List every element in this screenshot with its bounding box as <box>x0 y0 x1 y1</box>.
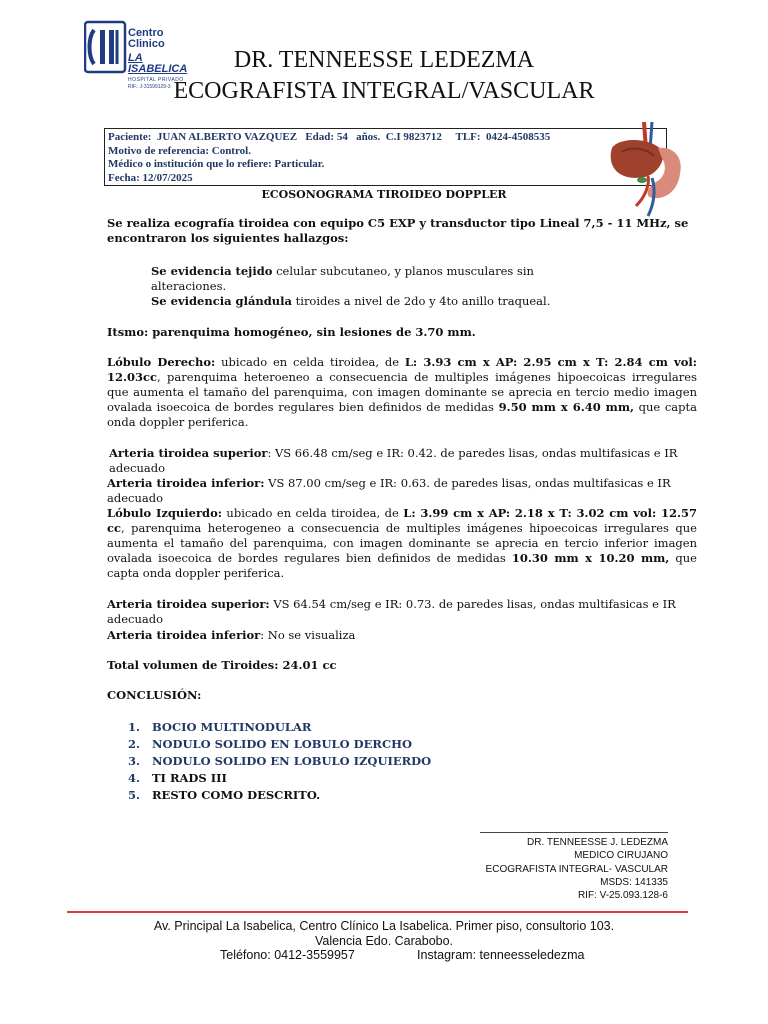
conclusion-text: TI RADS III <box>152 771 227 785</box>
signature-block <box>470 836 668 902</box>
conclusion-item <box>128 753 431 770</box>
lobulo-izquierdo-doppler: que capta onda doppler periferica. <box>107 551 697 580</box>
lobulo-derecho-measurements: L: 3.93 cm x AP: 2.95 cm x T: 2.84 cm vol: 12.03cc <box>107 355 697 384</box>
logo-line-2: LA ISABELICA <box>128 52 188 75</box>
conclusion-item <box>128 787 431 804</box>
signature-name: DR. TENNEESSE J. LEDEZMA <box>527 837 668 848</box>
arteria-superior-izquierda-text: VS 64.54 cm/seg e IR: 0.73. de paredes lisas, ondas multifasicas e IR adecuado <box>107 597 676 626</box>
arteria-inferior-derecha-text: VS 87.00 cm/seg e IR: 0.63. de paredes lisas, ondas multifasicas e IR adecuado <box>107 476 671 505</box>
logo-line-1: Centro Clinico <box>128 27 165 50</box>
doctor-name: DR. TENNEESSE LEDEZMA <box>233 47 535 73</box>
footer-divider <box>67 911 688 913</box>
referral-reason: Motivo de referencia: Control. <box>108 144 251 157</box>
glandula-text: tiroides a nivel de 2do y 4to anillo traqueal. <box>291 294 551 308</box>
footer-address: Av. Principal La Isabelica, Centro Clínico La Isabelica. Primer piso, consultorio 103. <box>153 919 615 933</box>
lobulo-izquierdo-text: ubicado en celda tiroidea, de <box>222 506 404 520</box>
glandula-paragraph <box>151 294 601 309</box>
exam-date: Fecha: 12/07/2025 <box>108 171 193 184</box>
patient-line: Paciente: JUAN ALBERTO VAZQUEZ Edad: 54 años. C.I 9823712 TLF: 0424-4508535 <box>108 131 551 143</box>
lobulo-izquierdo-paragraph <box>107 506 697 581</box>
arteria-inferior-izquierda <box>107 628 697 643</box>
conclusion-list <box>128 719 431 804</box>
conclusion-text: NODULO SOLIDO EN LOBULO IZQUIERDO <box>152 754 432 768</box>
lobulo-derecho-nodule-size: 9.50 mm x 6.40 mm, <box>498 400 635 414</box>
conclusion-item <box>128 770 431 787</box>
lobulo-derecho-description: , parenquima heteroeneo a consecuencia de multiples imágenes hipoecoicas irregulares que aumenta el tamaño del parenquima, con imagen dominante se aprecia en tercio medio imagen ovalada isoecoica de bordes regulares bien definidos de medidas <box>107 370 697 414</box>
arteria-inferior-derecha-label: Arteria tiroidea inferior: <box>107 476 265 490</box>
conclusion-number: 3. <box>128 754 141 768</box>
total-volume: Total volumen de Tiroides: 24.01 cc <box>107 658 337 672</box>
arteria-superior-derecha-text: : VS 66.48 cm/seg e IR: 0.42. de paredes lisas, ondas multifasicas e IR adecuado <box>109 446 678 475</box>
conclusion-number: 5. <box>128 788 141 802</box>
study-title: ECOSONOGRAMA TIROIDEO DOPPLER <box>261 188 507 201</box>
arteria-superior-derecha <box>109 446 699 476</box>
conclusion-number: 4. <box>128 771 141 785</box>
conclusion-item <box>128 736 431 753</box>
signature-specialty: ECOGRAFISTA INTEGRAL- VASCULAR <box>485 863 668 875</box>
signature-rif: RIF: V-25.093.128-6 <box>577 890 668 902</box>
arteria-inferior-derecha <box>107 476 697 506</box>
arteria-superior-izquierda <box>107 597 697 627</box>
conclusion-title: CONCLUSIÓN: <box>107 688 202 702</box>
glandula-label: Se evidencia glándula <box>151 294 292 308</box>
intro-paragraph: Se realiza ecografía tiroidea con equipo C5 EXP y transductor tipo Lineal 7,5 - 11 MHz, se encontraron los siguientes hallazgos: <box>107 216 689 245</box>
tejido-paragraph <box>151 264 601 294</box>
referring-physician: Médico o institución que lo refiere: Particular. <box>108 158 325 170</box>
conclusion-text: RESTO COMO DESCRITO. <box>152 788 321 802</box>
footer-phone: Teléfono: 0412-3559957 <box>220 948 355 962</box>
conclusion-number: 1. <box>128 720 141 734</box>
lobulo-izquierdo-measurements: L: 3.99 cm x AP: 2.18 x T: 3.02 cm vol: 12.57 cc <box>107 506 698 535</box>
conclusion-item <box>128 719 431 736</box>
lobulo-izquierdo-nodule-size: 10.30 mm x 10.20 mm, <box>511 551 670 565</box>
logo-line-3: HOSPITAL PRIVADO <box>128 77 184 83</box>
logo-line-4: RIF.: J-31599129-3 <box>128 84 171 90</box>
conclusion-text: NODULO SOLIDO EN LOBULO DERCHO <box>152 737 412 751</box>
signature-line <box>480 832 668 833</box>
lobulo-derecho-doppler: que capta onda doppler periferica. <box>107 400 697 429</box>
arteria-superior-derecha-label: Arteria tiroidea superior <box>109 446 268 460</box>
conclusion-number: 2. <box>128 737 141 751</box>
arteria-inferior-izquierda-label: Arteria tiroidea inferior <box>107 628 261 642</box>
arteria-superior-izquierda-label: Arteria tiroidea superior: <box>107 597 270 611</box>
signature-msds: MSDS: 141335 <box>600 876 668 888</box>
tejido-label: Se evidencia tejido <box>151 264 273 278</box>
lobulo-derecho-text: ubicado en celda tiroidea, de <box>215 355 405 369</box>
tejido-text: celular subcutaneo, y planos musculares sin alteraciones. <box>151 264 534 293</box>
lobulo-derecho-label: Lóbulo Derecho: <box>107 355 216 369</box>
doctor-specialty: ECOGRAFISTA INTEGRAL/VASCULAR <box>173 78 595 104</box>
footer-city: Valencia Edo. Carabobo. <box>314 934 454 948</box>
patient-info-box <box>104 128 667 186</box>
footer-instagram: Instagram: tenneesseledezma <box>417 948 585 962</box>
conclusion-text: BOCIO MULTINODULAR <box>152 720 312 734</box>
lobulo-izquierdo-label: Lóbulo Izquierdo: <box>107 506 222 520</box>
arteria-inferior-izquierda-text: : No se visualiza <box>260 628 356 642</box>
lobulo-derecho-paragraph <box>107 355 697 430</box>
organ-illustration-icon <box>608 120 688 218</box>
istmo-paragraph: Itsmo: parenquima homogéneo, sin lesiones de 3.70 mm. <box>107 325 476 339</box>
signature-title: MEDICO CIRUJANO <box>574 850 668 862</box>
lobulo-izquierdo-description: , parenquima heterogeneo a consecuencia de multiples imágenes hipoecoicas irregulares que aumenta el tamaño del parenquima, con imagen dominante se aprecia en tercio inferior imagen ovalada isoecoica de bordes regulares bien definidos de medidas <box>107 521 697 565</box>
